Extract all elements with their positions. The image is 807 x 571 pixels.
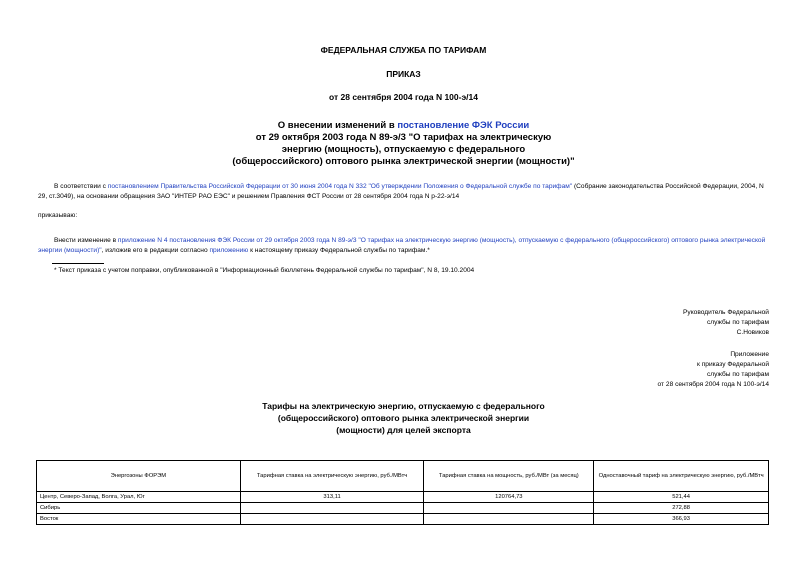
cell-capacity-rate: 120764,73 (424, 492, 594, 503)
order-middle: , изложив его в редакции согласно (101, 247, 210, 254)
title-line-1 (0, 120, 807, 132)
document-type: ПРИКАЗ (386, 69, 421, 79)
appendix-block (658, 350, 769, 390)
cell-energy-rate (240, 503, 424, 514)
preamble-paragraph (38, 182, 771, 202)
cell-zone: Сибирь (37, 503, 241, 514)
cell-capacity-rate (424, 514, 594, 525)
preamble-prefix: В соответствии с (54, 183, 108, 190)
signature-block (683, 308, 769, 338)
tariff-title-line-3: (мощности) для целей экспорта (336, 425, 471, 435)
order-paragraph (38, 236, 771, 256)
signature-position-line-2: службы по тарифам (706, 319, 769, 326)
cell-single-rate: 521,44 (594, 492, 769, 503)
cell-zone: Центр, Северо-Запад, Волга, Урал, Юг (37, 492, 241, 503)
tariff-title-line-2: (общероссийского) оптового рынка электрической энергии (277, 413, 530, 423)
preamble-suffix: (Собрание законодательства Российской Федерации, 2004, N 29, ст.3049), на основании обращения ЗАО "ИНТЕР РАО ЕЭС" и решением Правления ФСТ России от 28 сентября 2004 года N р-22-э/14 (38, 183, 764, 200)
appendix-4-link[interactable]: приложение N 4 постановления ФЭК России от 29 октября 2003 года N 89-э/3 "О тарифах на электрическую энергию (мощность), отпускаемую с федерального (общероссийского) оптового рынка электрической энергии (мощности)" (38, 237, 766, 254)
cell-energy-rate: 313,11 (240, 492, 424, 503)
signature-position-line-1: Руководитель Федеральной (683, 309, 769, 316)
table-row (37, 503, 769, 514)
cell-capacity-rate (424, 503, 594, 514)
tariff-table (36, 460, 769, 525)
appendix-line-3: службы по тарифам (706, 371, 769, 378)
order-prefix: Внести изменение в (54, 237, 118, 244)
document-date-number: от 28 сентября 2004 года N 100-э/14 (329, 92, 478, 102)
footnote-divider (52, 263, 104, 264)
column-header-energy-zones: Энергозоны ФОРЭМ (37, 461, 241, 492)
column-header-energy-rate: Тарифная ставка на электрическую энергию, руб./МВтч (240, 461, 424, 492)
appendix-line-1: Приложение (730, 351, 769, 358)
column-header-single-rate: Одноставочный тариф на электрическую энергию, руб./МВтч (594, 461, 769, 492)
fek-resolution-link[interactable]: постановление ФЭК России (397, 120, 530, 131)
order-suffix: к настоящему приказу Федеральной службы по тарифам.* (248, 247, 430, 254)
title-line-1-prefix: О внесении изменений в (277, 120, 398, 131)
signature-name: С.Новиков (736, 329, 769, 336)
title-line-4: (общероссийского) оптового рынка электрической энергии (мощности)" (232, 156, 575, 167)
appendix-line-2: к приказу Федеральной (697, 361, 769, 368)
document-title (0, 120, 807, 168)
appendix-link[interactable]: приложению (209, 247, 249, 254)
order-word: приказываю: (38, 212, 78, 219)
table-header-row (37, 461, 769, 492)
table-row (37, 514, 769, 525)
tariff-title-line-1: Тарифы на электрическую энергию, отпускаемую с федерального (262, 401, 545, 411)
tariff-title (0, 400, 807, 436)
column-header-capacity-rate: Тарифная ставка на мощность, руб./МВт (за месяц) (424, 461, 594, 492)
footnote: * Текст приказа с учетом поправки, опубликованной в "Информационный бюллетень Федеральной службы по тарифам", N 8, 19.10.2004 (54, 267, 475, 274)
cell-zone: Восток (37, 514, 241, 525)
title-line-2: от 29 октября 2003 года N 89-э/3 "О тарифах на электрическую (255, 132, 552, 143)
cell-energy-rate (240, 514, 424, 525)
appendix-line-4: от 28 сентября 2004 года N 100-э/14 (657, 381, 769, 388)
cell-single-rate: 272,88 (594, 503, 769, 514)
government-decree-link[interactable]: постановлением Правительства Российской Федерации от 30 июня 2004 года N 332 "Об утверждении Положения о Федеральной службе по тарифам" (107, 183, 573, 190)
table-row (37, 492, 769, 503)
agency-name: ФЕДЕРАЛЬНАЯ СЛУЖБА ПО ТАРИФАМ (320, 45, 487, 55)
title-line-3: энергию (мощность), отпускаемую с федерального (281, 144, 526, 155)
cell-single-rate: 366,93 (594, 514, 769, 525)
